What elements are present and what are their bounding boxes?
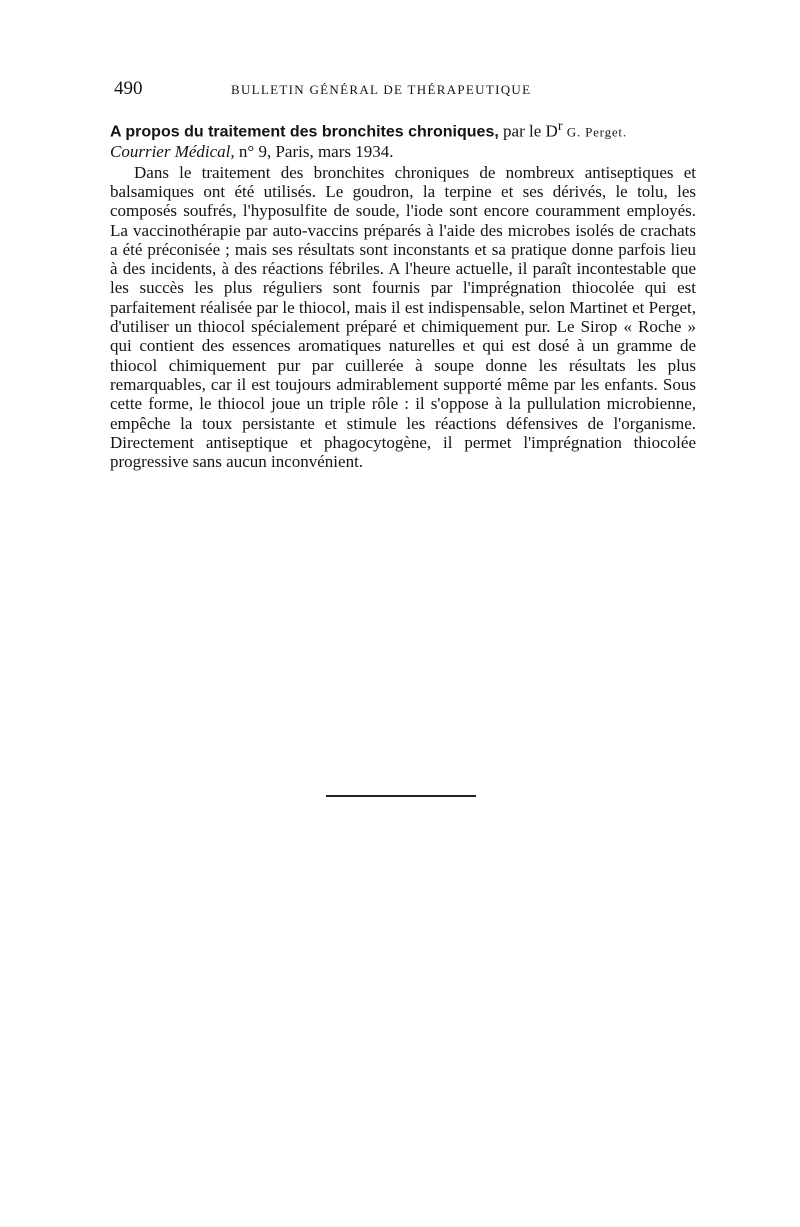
article [110,117,696,471]
citation [110,117,696,161]
running-head: BULLETIN GÉNÉRAL DE THÉRAPEUTIQUE [231,82,532,97]
author-name: G. Perget. [566,124,627,140]
page-number: 490 [114,78,143,99]
journal-name: Courrier Médical, [110,141,235,161]
journal-issue: n° 9, Paris, mars 1934. [238,141,394,161]
article-body: Dans le traitement des bronchites chroniques de nombreux antiseptiques et balsamiques ont été utilisés. Le goudron, la terpine et ses dérivés, le tolu, les composés soufrés, l'hyposulfite de soude, l'iode sont encore couramment employés. La vaccinothérapie par auto-vaccins préparés à l'aide des microbes isolés de crachats a été préconisée ; mais ses résultats sont inconstants et sa pratique donne parfois lieu à des incidents, à des réactions fébriles. A l'heure actuelle, il paraît incontestable que les succès les plus réguliers sont fournis par l'imprégnation thiocolée qui est parfaitement réalisée par le thiocol, mais il est indispensable, selon Martinet et Perget, d'utiliser un thiocol spécialement préparé et chimiquement pur. Le Sirop « Roche » qui contient des essences aromatiques naturelles et qui est dosé à un gramme de thiocol chimiquement pur par cuillerée à soupe donne les résultats les plus remarquables, car il est toujours admirablement supporté même par les enfants. Sous cette forme, le thiocol joue un triple rôle : il s'oppose à la pullulation microbienne, empêche la toux persistante et stimule les réactions défensives de l'organisme. Directement antiseptique et phagocytogène, il permet l'imprégnation thiocolée progressive sans aucun inconvénient. [110,162,696,472]
article-title: A propos du traitement des bronchites chroniques, [110,123,499,141]
author-title-sup: r [557,118,563,134]
author-prefix: par le D [503,121,558,141]
section-divider [326,795,476,797]
page-header [114,78,704,102]
